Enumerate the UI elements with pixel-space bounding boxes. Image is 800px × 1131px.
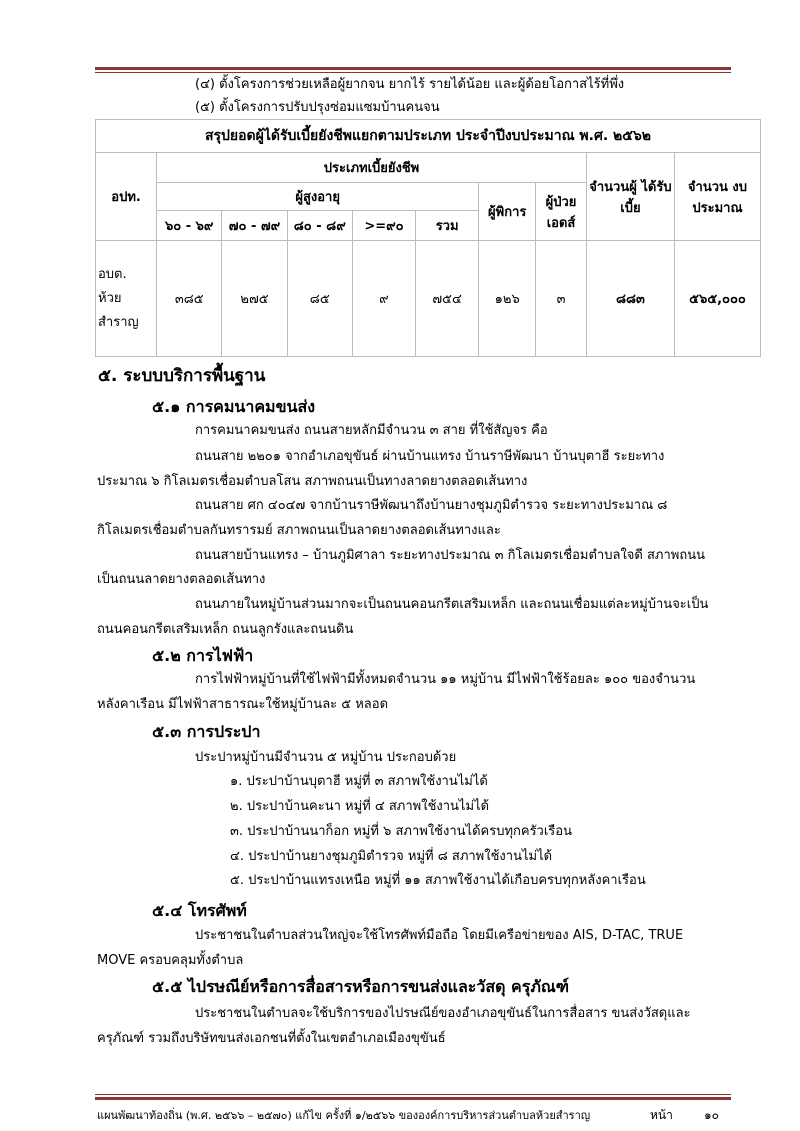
- s55-line: ครุภัณฑ์ รวมถึงบริษัทขนส่งเอกชนที่ตั้งในเขตอำเภอเมืองขุขันธ์: [97, 1031, 446, 1046]
- col-disabled: ผู้พิการ: [479, 183, 536, 241]
- col-age-80-89: ๘๐ - ๘๙: [287, 211, 352, 241]
- header-rule-thick: [95, 67, 731, 70]
- col-org: อปท.: [96, 153, 157, 241]
- header-rule-thin: [95, 72, 731, 73]
- s51-line: ถนนคอนกรีตเสริมเหล็ก ถนนลูกรังและถนนดิน: [97, 622, 354, 637]
- s51-line: กิโลเมตรเชื่อมตำบลกันทรารมย์ สภาพถนนเป็นลาดยางตลอดเส้นทางและ: [97, 523, 501, 538]
- cell-age-70-79: ๒๗๕: [222, 241, 287, 357]
- cell-age-80-89: ๘๕: [287, 241, 352, 357]
- cell-budget: ๕๖๕,๐๐๐: [674, 241, 760, 357]
- intro-line-5: (๕) ตั้งโครงการปรับปรุงซ่อมแซมบ้านคนจน: [195, 100, 440, 115]
- col-type-group: ประเภทเบี้ยยังชีพ: [157, 153, 587, 183]
- section-5-3-heading: ๕.๓ การประปา: [152, 722, 261, 741]
- s53-item: ๑. ประปาบ้านบุตาฮี หมู่ที่ ๓ สภาพใช้งานไม่ได้: [230, 774, 488, 789]
- s51-line: ถนนสายบ้านแทรง – บ้านภูมิศาลา ระยะทางประมาณ ๓ กิโลเมตรเชื่อมตำบลใจดี สภาพถนน: [195, 548, 706, 563]
- footer-rule-thin: [95, 1094, 731, 1095]
- s52-line: การไฟฟ้าหมู่บ้านที่ใช้ไฟฟ้ามีทั้งหมดจำนวน ๑๑ หมู่บ้าน มีไฟฟ้าใช้ร้อยละ ๑๐๐ ของจำนวน: [195, 672, 696, 687]
- footer-page-label: หน้า: [650, 1108, 673, 1122]
- col-elderly-group: ผู้สูงอายุ: [157, 183, 479, 211]
- footer-page-number: ๑๐: [704, 1108, 719, 1122]
- pension-summary-table: [95, 119, 761, 357]
- s54-line: MOVE ครอบคลุมทั้งตำบล: [97, 953, 244, 968]
- col-aids: ผู้ป่วย เอดส์: [536, 183, 587, 241]
- table-row: [96, 241, 761, 357]
- col-age-total: รวม: [416, 211, 479, 241]
- footer-text: แผนพัฒนาท้องถิ่น (พ.ศ. ๒๕๖๖ – ๒๕๗๐) แก้ไข ครั้งที่ ๑/๒๕๖๖ ขององค์การบริหารส่วนตำบลห้วยสำราญ: [97, 1109, 591, 1122]
- cell-aids: ๓: [536, 241, 587, 357]
- s53-item: ๓. ประปาบ้านนาก็อก หมู่ที่ ๖ สภาพใช้งานได้ครบทุกครัวเรือน: [230, 824, 572, 839]
- s51-line: ประมาณ ๖ กิโลเมตรเชื่อมตำบลโสน สภาพถนนเป็นทางลาดยางตลอดเส้นทาง: [97, 474, 528, 489]
- cell-age-90-plus: ๙: [352, 241, 415, 357]
- footer-rule-thick: [95, 1097, 731, 1100]
- col-age-70-79: ๗๐ - ๗๙: [222, 211, 287, 241]
- section-5-heading: ๕. ระบบบริการพื้นฐาน: [98, 366, 266, 386]
- s55-line: ประชาชนในตำบลจะใช้บริการของไปรษณีย์ของอำเภอขุขันธ์ในการสื่อสาร ขนส่งวัสดุและ: [195, 1006, 691, 1021]
- cell-disabled: ๑๒๖: [479, 241, 536, 357]
- cell-age-total: ๗๕๔: [416, 241, 479, 357]
- cell-recipients: ๘๘๓: [586, 241, 674, 357]
- s54-line: ประชาชนในตำบลส่วนใหญ่จะใช้โทรศัพท์มือถือ โดยมีเครือข่ายของ AIS, D-TAC, TRUE: [195, 928, 684, 943]
- intro-line-4: (๔) ตั้งโครงการช่วยเหลือผู้ยากจน ยากไร้ รายได้น้อย และผู้ด้อยโอกาสไร้ที่พึ่ง: [195, 77, 625, 92]
- row-org: อบต. ห้วย สำราญ: [96, 241, 157, 357]
- s52-line: หลังคาเรือน มีไฟฟ้าสาธารณะใช้หมู่บ้านละ ๕ หลอด: [97, 697, 389, 712]
- table-title: สรุปยอดผู้ได้รับเบี้ยยังชีพแยกตามประเภท ประจำปีงบประมาณ พ.ศ. ๒๕๖๒: [96, 120, 761, 153]
- s51-line: ถนนสาย ๒๒๐๑ จากอำเภอขุขันธ์ ผ่านบ้านแทรง บ้านราษีพัฒนา บ้านบุตาฮี ระยะทาง: [195, 449, 665, 464]
- section-5-2-heading: ๕.๒ การไฟฟ้า: [152, 646, 254, 665]
- section-5-4-heading: ๕.๔ โทรศัพท์: [152, 901, 247, 920]
- s51-line: ถนนสาย ศก ๔๐๔๗ จากบ้านราษีพัฒนาถึงบ้านยางชุมภูมิตำรวจ ระยะทางประมาณ ๘: [195, 498, 668, 513]
- s51-line: เป็นถนนลาดยางตลอดเส้นทาง: [97, 572, 266, 587]
- s53-item: ๔. ประปาบ้านยางชุมภูมิตำรวจ หมู่ที่ ๘ สภาพใช้งานไม่ได้: [230, 849, 553, 864]
- section-5-5-heading: ๕.๕ ไปรษณีย์หรือการสื่อสารหรือการขนส่งและวัสดุ ครุภัณฑ์: [152, 977, 570, 996]
- s53-item: ๕. ประปาบ้านแทรงเหนือ หมู่ที่ ๑๑ สภาพใช้งานได้เกือบครบทุกหลังคาเรือน: [230, 873, 646, 888]
- col-budget: จำนวน งบประมาณ: [674, 153, 760, 241]
- col-age-90-plus: >=๙๐: [352, 211, 415, 241]
- section-5-1-heading: ๕.๑ การคมนาคมขนส่ง: [152, 397, 316, 416]
- cell-age-60-69: ๓๘๕: [157, 241, 222, 357]
- s53-item: ๒. ประปาบ้านคะนา หมู่ที่ ๔ สภาพใช้งานไม่ได้: [230, 799, 490, 814]
- col-age-60-69: ๖๐ - ๖๙: [157, 211, 222, 241]
- col-recipients: จำนวนผู้ ได้รับเบี้ย: [586, 153, 674, 241]
- s53-line: ประปาหมู่บ้านมีจำนวน ๕ หมู่บ้าน ประกอบด้วย: [195, 750, 457, 765]
- s51-line: ถนนภายในหมู่บ้านส่วนมากจะเป็นถนนคอนกรีตเสริมเหล็ก และถนนเชื่อมแต่ละหมู่บ้านจะเป็น: [195, 597, 709, 612]
- s51-line: การคมนาคมขนส่ง ถนนสายหลักมีจำนวน ๓ สาย ที่ใช้สัญจร คือ: [195, 423, 548, 438]
